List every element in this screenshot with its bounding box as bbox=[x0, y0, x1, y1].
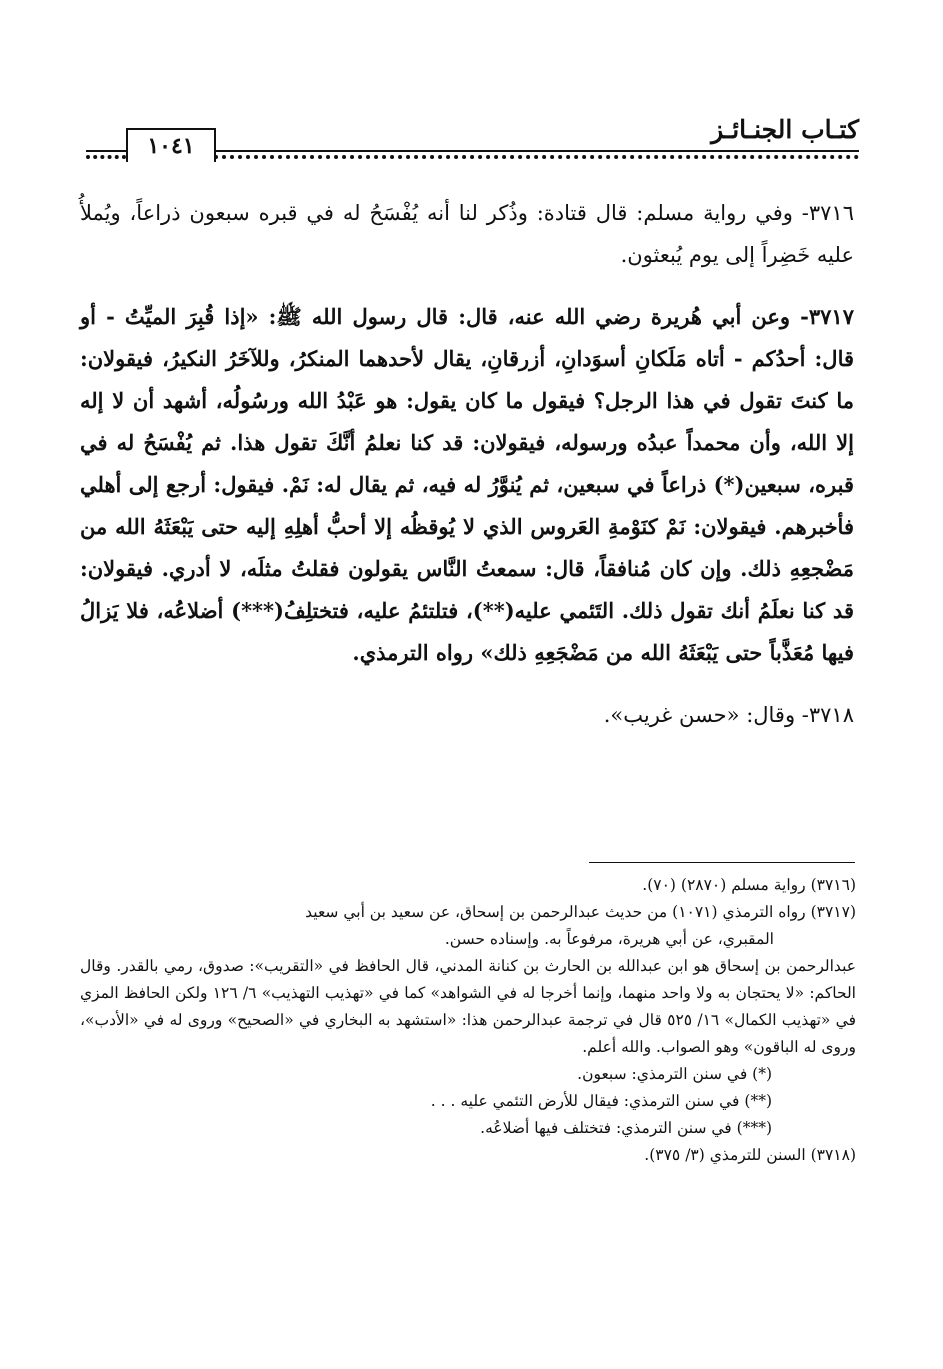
header-rule bbox=[214, 150, 859, 159]
footnotes bbox=[80, 872, 856, 1169]
hadith-3718: ٣٧١٨- وقال: «حسن غريب». bbox=[603, 703, 854, 727]
main-text bbox=[80, 192, 854, 756]
hadith-3717: ٣٧١٧- وعن أبي هُريرة رضي الله عنه، قال: قال رسول الله ﷺ: «إذا قُبِرَ الميِّتُ - أو قال: أحدُكم - أتاه مَلَكانِ أسوَدانِ، أزرقانِ، يقال لأحدهما المنكرُ، وللآخَرُ النكيرُ، فيقولان: ما كنتَ تقول في هذا الرجل؟ فيقول ما كان يقول: هو عَبْدُ الله ورسُولُه، أشهد أن لا إله إلا الله، وأن محمداً عبدُه ورسوله، فيقولان: قد كنا نعلمُ أنَّكَ تقول هذا. ثم يُفْسَحُ له في قبره، سبعين(*) ذراعاً في سبعين، ثم يُنوَّرُ له فيه، ثم يقال له: نَمْ. فيقول: أرجع إلى أهلي فأخبرهم. فيقولان: نَمْ كنَوْمةِ العَروس الذي لا يُوقظُه إلا أحبُّ أهلِهِ إليه حتى يَبْعَثَهُ الله من مَضْجعِهِ ذلك. وإن كان مُنافقاً، قال: سمعتُ النَّاس يقولون فقلتُ مثلَه، لا أدري. فيقولان: قد كنا نعلَمُ أنك تقول ذلك. التَئمي عليه(**)، فتلتئمُ عليه، فتختلِفُ(***) أضلاعُه، فلا يَزالُ فيها مُعَذَّباً حتى يَبْعَثَهُ الله من مَضْجَعِهِ ذلك» رواه الترمذي. bbox=[80, 304, 854, 665]
footnote-3717-line-2: المقبري، عن أبي هريرة، مرفوعاً به. وإسناده حسن. bbox=[444, 930, 774, 948]
footnote-star-2: (**) في سنن الترمذي: فيقال للأرض التئمي عليه . . . bbox=[430, 1092, 772, 1110]
footnote-3717-line-1: (٣٧١٧) رواه الترمذي (١٠٧١) من حديث عبدالرحمن بن إسحاق، عن سعيد بن أبي سعيد bbox=[305, 903, 856, 921]
footnote-separator bbox=[589, 862, 855, 863]
chapter-title: كتـاب الجنـائـز bbox=[711, 115, 859, 144]
footnote-3716: (٣٧١٦) رواية مسلم (٢٨٧٠) (٧٠). bbox=[642, 876, 856, 894]
running-head bbox=[86, 112, 859, 162]
footnote-3717-paragraph: عبدالرحمن بن إسحاق هو ابن عبدالله بن الحارث بن كنانة المدني، قال الحافظ في «التقريب»: صدوق، رمي بالقدر. وقال الحاكم: «لا يحتجان به ولا واحد منهما، وإنما أخرجا له في الشواهد» كما في «تهذيب التهذيب» ٦/ ١٢٦ ولكن الحافظ المزي في «تهذيب الكمال» ١٦/ ٥٢٥ قال في ترجمة عبدالرحمن هذا: «استشهد به البخاري في «الصحيح» وروى له في «الأدب»، وروى له الباقون» وهو الصواب. والله أعلم. bbox=[80, 957, 856, 1056]
footnote-star-3: (***) في سنن الترمذي: فتختلف فيها أضلاعُه. bbox=[480, 1119, 772, 1137]
page-number: ١٠٤١ bbox=[126, 128, 216, 162]
footnote-3718: (٣٧١٨) السنن للترمذي (٣/ ٣٧٥). bbox=[644, 1146, 856, 1164]
hadith-3716: ٣٧١٦- وفي رواية مسلم: قال قتادة: وذُكر لنا أنه يُفْسَحُ له في قبره سبعون ذراعاً، ويُملأُ عليه خَضِراً إلى يوم يُبعثون. bbox=[80, 201, 854, 267]
footnote-star-1: (*) في سنن الترمذي: سبعون. bbox=[577, 1065, 772, 1083]
header-rule-left bbox=[86, 150, 126, 159]
